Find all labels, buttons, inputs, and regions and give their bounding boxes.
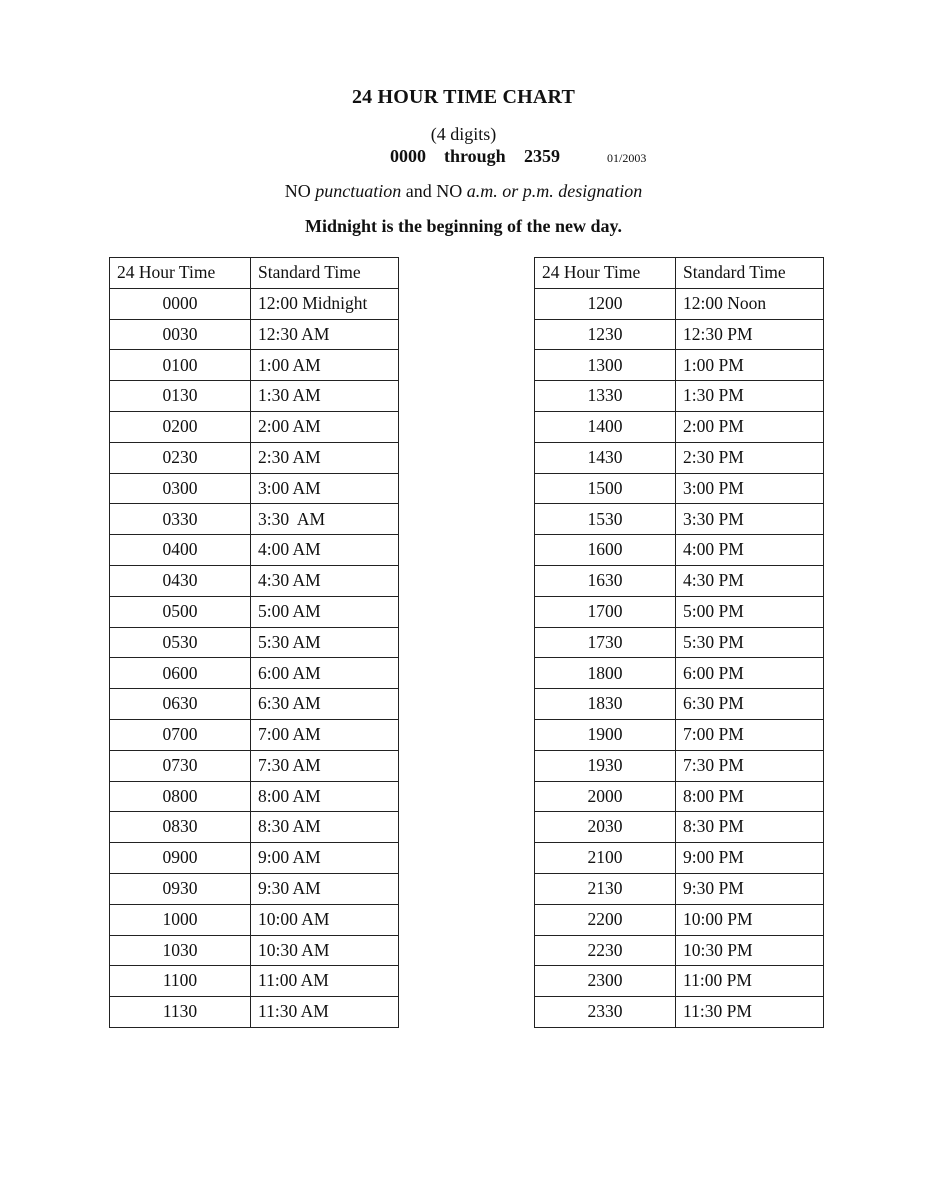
military-time-cell: 0930 — [110, 873, 251, 904]
military-time-cell: 1500 — [535, 473, 676, 504]
subtitle-text: (4 digits) — [430, 124, 497, 144]
military-time-cell: 2000 — [535, 781, 676, 812]
table-row — [535, 904, 824, 935]
table-row — [110, 473, 399, 504]
table-header-row — [535, 258, 824, 289]
table-row — [110, 535, 399, 566]
table-row — [535, 658, 824, 689]
standard-time-cell: 9:00 PM — [676, 843, 824, 874]
standard-time-cell: 4:00 AM — [251, 535, 399, 566]
standard-time-cell: 3:00 PM — [676, 473, 824, 504]
military-time-cell: 1100 — [110, 966, 251, 997]
time-table-am — [109, 257, 399, 1028]
page-title: 24 HOUR TIME CHART — [351, 86, 576, 108]
military-time-cell: 0700 — [110, 719, 251, 750]
table-row — [110, 719, 399, 750]
military-time-cell: 1730 — [535, 627, 676, 658]
rule-part-1: NO — [284, 181, 316, 201]
military-time-cell: 0130 — [110, 381, 251, 412]
table-row — [535, 812, 824, 843]
header-standard-time: Standard Time — [251, 258, 399, 289]
standard-time-cell: 1:30 AM — [251, 381, 399, 412]
header-24-hour-time: 24 Hour Time — [535, 258, 676, 289]
military-time-cell: 1530 — [535, 504, 676, 535]
table-row — [110, 288, 399, 319]
military-time-cell: 0300 — [110, 473, 251, 504]
military-time-cell: 2300 — [535, 966, 676, 997]
standard-time-cell: 2:30 PM — [676, 442, 824, 473]
standard-time-cell: 7:00 AM — [251, 719, 399, 750]
table-row — [535, 411, 824, 442]
standard-time-cell: 2:00 AM — [251, 411, 399, 442]
military-time-cell: 0530 — [110, 627, 251, 658]
standard-time-cell: 1:00 PM — [676, 350, 824, 381]
military-time-cell: 2330 — [535, 997, 676, 1028]
table-row — [110, 812, 399, 843]
midnight-note: Midnight is the beginning of the new day. — [304, 216, 623, 236]
standard-time-cell: 11:00 PM — [676, 966, 824, 997]
standard-time-cell: 12:00 Noon — [676, 288, 824, 319]
standard-time-cell: 7:30 PM — [676, 750, 824, 781]
standard-time-cell: 7:00 PM — [676, 719, 824, 750]
header-standard-time: Standard Time — [676, 258, 824, 289]
standard-time-cell: 6:00 PM — [676, 658, 824, 689]
standard-time-cell: 10:30 AM — [251, 935, 399, 966]
table-row — [110, 350, 399, 381]
time-table-pm — [534, 257, 824, 1028]
table-row — [535, 966, 824, 997]
military-time-cell: 0100 — [110, 350, 251, 381]
standard-time-cell: 11:00 AM — [251, 966, 399, 997]
table-row — [535, 873, 824, 904]
military-time-cell: 1800 — [535, 658, 676, 689]
table-row — [110, 935, 399, 966]
standard-time-cell: 3:30 PM — [676, 504, 824, 535]
military-time-cell: 1930 — [535, 750, 676, 781]
standard-time-cell: 7:30 AM — [251, 750, 399, 781]
military-time-cell: 1130 — [110, 997, 251, 1028]
standard-time-cell: 5:30 AM — [251, 627, 399, 658]
rule-part-2: punctuation — [315, 181, 402, 201]
standard-time-cell: 6:00 AM — [251, 658, 399, 689]
table-row — [535, 565, 824, 596]
military-time-cell: 0400 — [110, 535, 251, 566]
military-time-cell: 0830 — [110, 812, 251, 843]
table-row — [110, 319, 399, 350]
military-time-cell: 0200 — [110, 411, 251, 442]
military-time-cell: 1230 — [535, 319, 676, 350]
military-time-cell: 1700 — [535, 596, 676, 627]
standard-time-cell: 3:30 AM — [251, 504, 399, 535]
standard-time-cell: 8:00 AM — [251, 781, 399, 812]
military-time-cell: 1630 — [535, 565, 676, 596]
format-rule — [0, 181, 927, 202]
standard-time-cell: 2:30 AM — [251, 442, 399, 473]
table-row — [110, 966, 399, 997]
military-time-cell: 2200 — [535, 904, 676, 935]
table-row — [110, 781, 399, 812]
range-from: 0000 — [390, 146, 426, 166]
military-time-cell: 2100 — [535, 843, 676, 874]
standard-time-cell: 9:30 PM — [676, 873, 824, 904]
table-row — [110, 689, 399, 720]
military-time-cell: 0430 — [110, 565, 251, 596]
date-code: 01/2003 — [607, 151, 647, 165]
table-row — [110, 843, 399, 874]
military-time-cell: 1430 — [535, 442, 676, 473]
table-row — [110, 596, 399, 627]
table-row — [110, 904, 399, 935]
standard-time-cell: 4:30 PM — [676, 565, 824, 596]
military-time-cell: 1030 — [110, 935, 251, 966]
table-row — [535, 596, 824, 627]
standard-time-cell: 8:30 PM — [676, 812, 824, 843]
military-time-cell: 0500 — [110, 596, 251, 627]
rule-part-4: a.m. or p.m. designation — [466, 181, 643, 201]
standard-time-cell: 8:00 PM — [676, 781, 824, 812]
standard-time-cell: 10:00 AM — [251, 904, 399, 935]
standard-time-cell: 5:00 PM — [676, 596, 824, 627]
table-row — [535, 535, 824, 566]
military-time-cell: 2230 — [535, 935, 676, 966]
standard-time-cell: 12:30 AM — [251, 319, 399, 350]
standard-time-cell: 9:00 AM — [251, 843, 399, 874]
standard-time-cell: 5:30 PM — [676, 627, 824, 658]
standard-time-cell: 10:30 PM — [676, 935, 824, 966]
table-row — [535, 350, 824, 381]
table-row — [110, 627, 399, 658]
table-row — [535, 997, 824, 1028]
military-time-cell: 2130 — [535, 873, 676, 904]
military-time-cell: 1300 — [535, 350, 676, 381]
table-row — [110, 504, 399, 535]
standard-time-cell: 6:30 PM — [676, 689, 824, 720]
table-row — [110, 442, 399, 473]
standard-time-cell: 12:00 Midnight — [251, 288, 399, 319]
table-row — [110, 997, 399, 1028]
table-row — [535, 689, 824, 720]
military-time-cell: 2030 — [535, 812, 676, 843]
military-time-cell: 0000 — [110, 288, 251, 319]
standard-time-cell: 6:30 AM — [251, 689, 399, 720]
rule-part-3: and NO — [401, 181, 467, 201]
table-row — [535, 750, 824, 781]
military-time-cell: 0600 — [110, 658, 251, 689]
standard-time-cell: 2:00 PM — [676, 411, 824, 442]
standard-time-cell: 9:30 AM — [251, 873, 399, 904]
military-time-cell: 0900 — [110, 843, 251, 874]
standard-time-cell: 4:30 AM — [251, 565, 399, 596]
table-row — [110, 873, 399, 904]
table-row — [535, 843, 824, 874]
standard-time-cell: 5:00 AM — [251, 596, 399, 627]
military-time-cell: 1900 — [535, 719, 676, 750]
military-time-cell: 1400 — [535, 411, 676, 442]
military-time-cell: 0630 — [110, 689, 251, 720]
standard-time-cell: 3:00 AM — [251, 473, 399, 504]
standard-time-cell: 10:00 PM — [676, 904, 824, 935]
table-row — [535, 442, 824, 473]
military-time-cell: 0230 — [110, 442, 251, 473]
range-through: through — [444, 146, 506, 166]
standard-time-cell: 1:00 AM — [251, 350, 399, 381]
military-time-cell: 1830 — [535, 689, 676, 720]
table-row — [535, 781, 824, 812]
military-time-cell: 1000 — [110, 904, 251, 935]
military-time-cell: 0330 — [110, 504, 251, 535]
table-row — [535, 504, 824, 535]
standard-time-cell: 8:30 AM — [251, 812, 399, 843]
standard-time-cell: 11:30 PM — [676, 997, 824, 1028]
table-row — [535, 473, 824, 504]
standard-time-cell: 11:30 AM — [251, 997, 399, 1028]
table-row — [535, 319, 824, 350]
table-header-row — [110, 258, 399, 289]
table-row — [110, 565, 399, 596]
table-row — [535, 935, 824, 966]
table-row — [110, 658, 399, 689]
military-time-cell: 1200 — [535, 288, 676, 319]
range-to: 2359 — [524, 146, 560, 166]
subtitle — [0, 124, 927, 145]
military-time-cell: 0730 — [110, 750, 251, 781]
table-row — [535, 627, 824, 658]
military-time-cell: 0800 — [110, 781, 251, 812]
table-row — [535, 719, 824, 750]
military-time-cell: 1330 — [535, 381, 676, 412]
table-row — [535, 381, 824, 412]
table-row — [110, 750, 399, 781]
header-24-hour-time: 24 Hour Time — [110, 258, 251, 289]
standard-time-cell: 12:30 PM — [676, 319, 824, 350]
standard-time-cell: 1:30 PM — [676, 381, 824, 412]
military-time-cell: 0030 — [110, 319, 251, 350]
table-row — [110, 411, 399, 442]
military-time-cell: 1600 — [535, 535, 676, 566]
standard-time-cell: 4:00 PM — [676, 535, 824, 566]
table-row — [535, 288, 824, 319]
table-row — [110, 381, 399, 412]
